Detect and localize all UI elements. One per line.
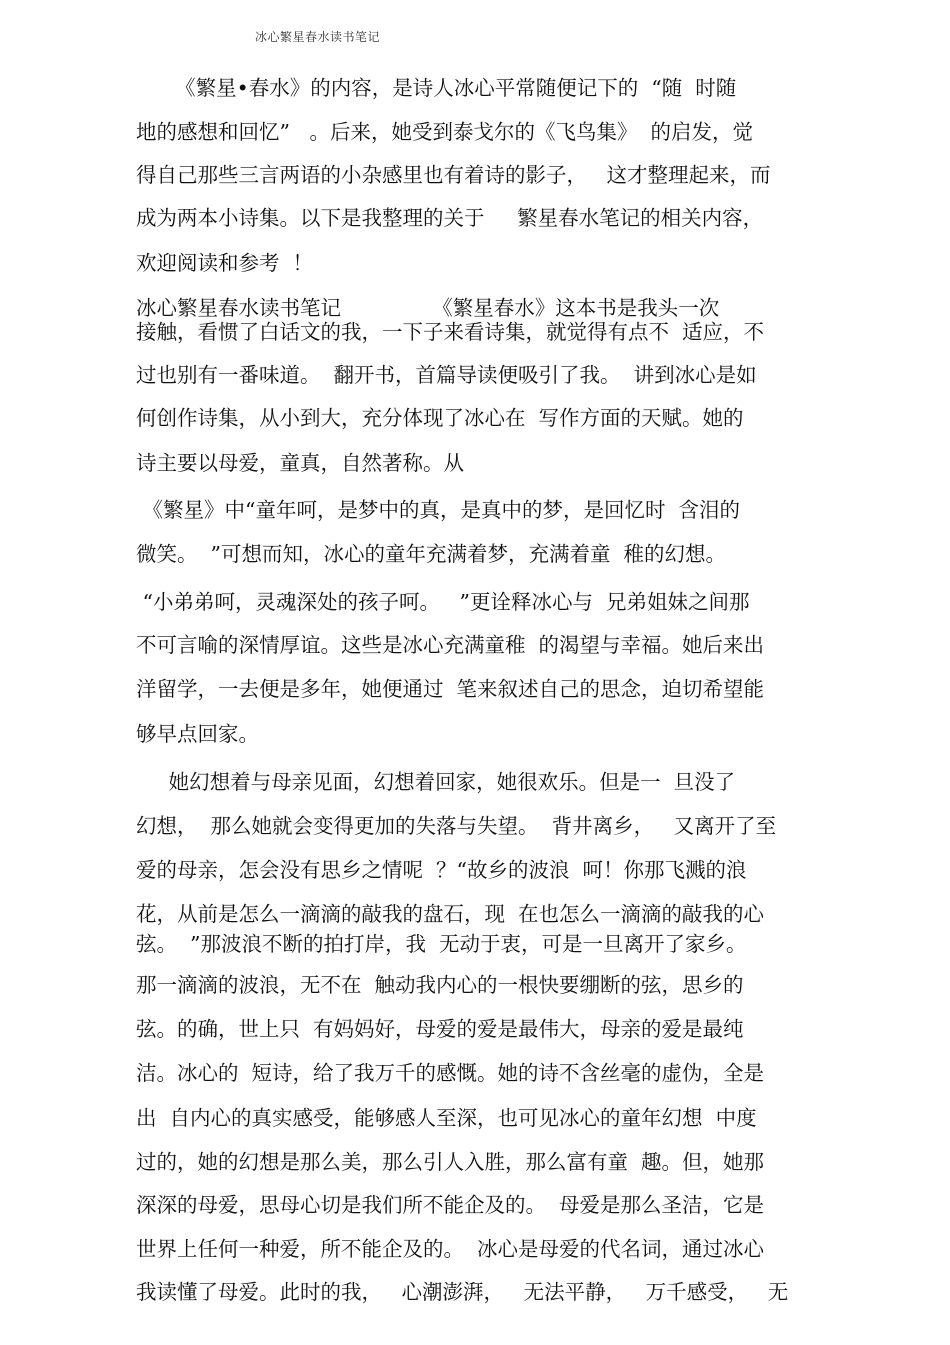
text-line: 诗主要以母爱，童真，自然著称。从	[136, 451, 464, 475]
text-line: “小弟弟呵，灵魂深处的孩子呵。 ”更诠释冰心与 兄弟姐妹之间那	[136, 590, 750, 614]
text-line: 洋留学，一去便是多年，她便通过 笔来叙述自己的思念，迫切希望能	[136, 677, 765, 701]
text-line: 过也别有一番味道。 翻开书，首篇导读便吸引了我。 讲到冰心是如	[136, 363, 757, 387]
text-line: 那一滴滴的波浪，无不在 触动我内心的一根快要绷断的弦，思乡的	[136, 973, 744, 997]
text-line: 花，从前是怎么一滴滴的敲我的盘石，现 在也怎么一滴滴的敲我的心	[136, 902, 765, 926]
text-line: 弦。的确，世上只 有妈妈好，母爱的爱是最伟大，母亲的爱是最纯	[136, 1017, 744, 1041]
text-line: 洁。冰心的 短诗，给了我万千的感慨。她的诗不含丝毫的虚伪，全是	[136, 1061, 765, 1085]
text-line: 地的感想和回忆” 。后来，她受到泰戈尔的《飞鸟集》 的启发，觉	[136, 120, 754, 144]
text-line: 欢迎阅读和参考 ！	[136, 251, 314, 275]
text-line: 深深的母爱，思母心切是我们所不能企及的。 母爱是那么圣洁，它是	[136, 1193, 765, 1217]
text-line: 冰心繁星春水读书笔记 《繁星春水》这本书是我头一次	[136, 296, 720, 320]
text-line: 弦。 ”那波浪不断的拍打岸，我 无动于衷，可是一旦离开了家乡。	[136, 932, 747, 956]
text-line: 世界上任何一种爱，所不能企及的。 冰心是母爱的代名词，通过冰心	[136, 1237, 765, 1261]
text-line: 成为两本小诗集。以下是我整理的关于 繁星春水笔记的相关内容，	[136, 206, 764, 230]
text-line: 她幻想着与母亲见面，幻想着回家，她很欢乐。但是一 旦没了	[136, 770, 736, 794]
text-line: 够早点回家。	[136, 722, 259, 746]
text-line: 接触，看惯了白话文的我，一下子来看诗集，就觉得有点不 适应，不	[136, 320, 765, 344]
page-header: 冰心繁星春水读书笔记	[255, 30, 381, 44]
text-line: 不可言喻的深情厚谊。这些是冰心充满童稚 的渴望与幸福。她后来出	[136, 633, 765, 657]
text-line: 过的，她的幻想是那么美，那么引人入胜，那么富有童 趣。但，她那	[136, 1150, 765, 1174]
text-line: 我读懂了母爱。此时的我， 心潮澎湃， 无法平静， 万千感受， 无	[136, 1280, 789, 1304]
text-line: 何创作诗集，从小到大，充分体现了冰心在 写作方面的天赋。她的	[136, 406, 744, 430]
text-line: 得自己那些三言两语的小杂感里也有着诗的影子， 这才整理起来，而	[136, 163, 771, 187]
text-line: 《繁星•春水》的内容，是诗人冰心平常随便记下的 “随 时随	[136, 76, 737, 100]
text-line: 爱的母亲，怎会没有思乡之情呢 ？“故乡的波浪 呵！你那飞溅的浪	[136, 858, 747, 882]
text-line: 《繁星》中“童年呵，是梦中的真，是真中的梦，是回忆时 含泪的	[136, 498, 741, 522]
text-line: 微笑。 ”可想而知，冰心的童年充满着梦，充满着童 稚的幻想。	[136, 542, 727, 566]
text-line: 幻想， 那么她就会变得更加的失落与失望。 背井离乡， 又离开了至	[136, 814, 777, 838]
text-line: 出 自内心的真实感受，能够感人至深，也可见冰心的童年幻想 中度	[136, 1106, 757, 1130]
